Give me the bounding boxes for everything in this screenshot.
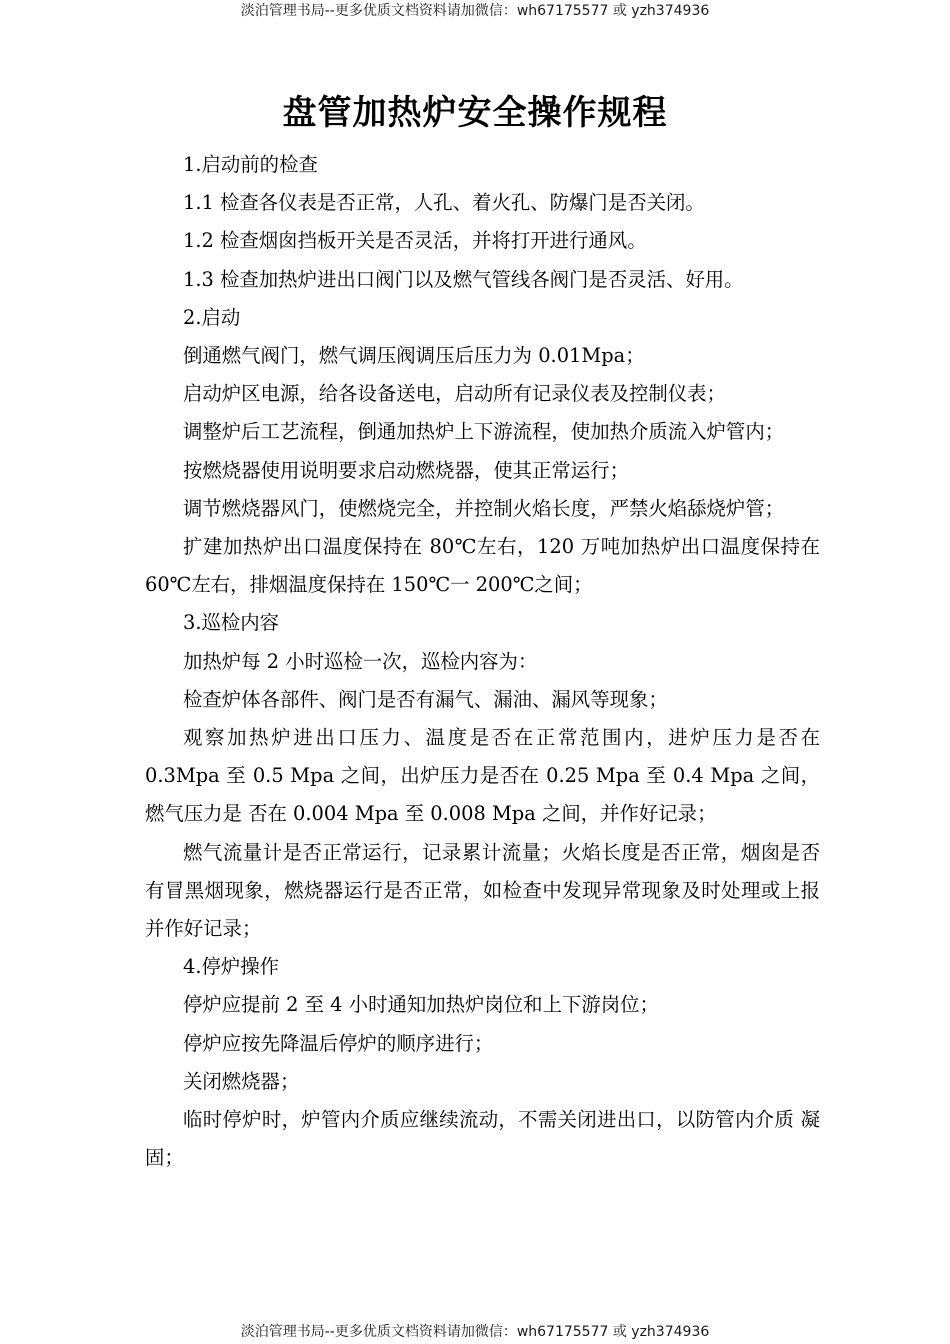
paragraph: 停炉应按先降温后停炉的顺序进行； bbox=[183, 1031, 494, 1055]
paragraph: 1.1 检查各仪表是否正常，人孔、着火孔、防爆门是否关闭。 bbox=[183, 191, 705, 215]
footer-note: 淡泊管理书局--更多优质文档资料请加微信：wh67175577 或 yzh374936 bbox=[240, 1324, 710, 1340]
paragraph: 调整炉后工艺流程，倒通加热炉上下游流程，使加热介质流入炉管内； bbox=[183, 420, 785, 444]
section-heading-patrol: 3.巡检内容 bbox=[183, 611, 280, 635]
paragraph: 加热炉每 2 小时巡检一次，巡检内容为： bbox=[183, 649, 538, 673]
header-note: 淡泊管理书局--更多优质文档资料请加微信：wh67175577 或 yzh374936 bbox=[240, 3, 710, 19]
paragraph: 调节燃烧器风门，使燃烧完全，并控制火焰长度，严禁火焰舔烧炉管； bbox=[183, 496, 785, 520]
paragraph: 倒通燃气阀门，燃气调压阀调压后压力为 0.01Mpa； bbox=[183, 344, 645, 368]
paragraph: 按燃烧器使用说明要求启动燃烧器，使其正常运行； bbox=[183, 458, 629, 482]
paragraph: 启动炉区电源，给各设备送电，启动所有记录仪表及控制仪表； bbox=[183, 382, 726, 406]
paragraph: 检查炉体各部件、阀门是否有漏气、漏油、漏风等现象； bbox=[183, 687, 668, 711]
paragraph: 停炉应提前 2 至 4 小时通知加热炉岗位和上下游岗位； bbox=[183, 993, 659, 1017]
paragraph: 临时停炉时，炉管内介质应继续流动，不需关闭进出口，以防管内介质 凝固； bbox=[145, 1108, 820, 1170]
document-body bbox=[145, 146, 820, 1177]
section-heading-shutdown: 4.停炉操作 bbox=[183, 955, 280, 979]
paragraph: 1.2 检查烟囱挡板开关是否灵活，并将打开进行通风。 bbox=[183, 229, 647, 253]
section-heading-inspection: 1.启动前的检查 bbox=[183, 153, 318, 176]
paragraph: 扩建加热炉出口温度保持在 80℃左右，120 万吨加热炉出口温度保持在 60℃左右，排烟温度保持在 150℃一 200℃之间； bbox=[145, 535, 820, 597]
paragraph: 观察加热炉进出口压力、温度是否在正常范围内，进炉压力是否在 0.3Mpa 至 0.5 Mpa 之间，出炉压力是否在 0.25 Mpa 至 0.4 Mpa 之间，燃气压力是 否在 0.004 Mpa 至 0.008 Mpa 之间，并作好记录； bbox=[145, 726, 820, 826]
document-title: 盘管加热炉安全操作规程 bbox=[282, 93, 668, 133]
paragraph: 关闭燃烧器； bbox=[183, 1069, 300, 1093]
paragraph: 1.3 检查加热炉进出口阀门以及燃气管线各阀门是否灵活、好用。 bbox=[183, 267, 744, 291]
section-heading-startup: 2.启动 bbox=[183, 305, 241, 329]
paragraph: 燃气流量计是否正常运行，记录累计流量；火焰长度是否正常，烟囱是否有冒黑烟现象，燃烧器运行是否正常，如检查中发现异常现象及时处理或上报 并作好记录； bbox=[145, 840, 820, 941]
